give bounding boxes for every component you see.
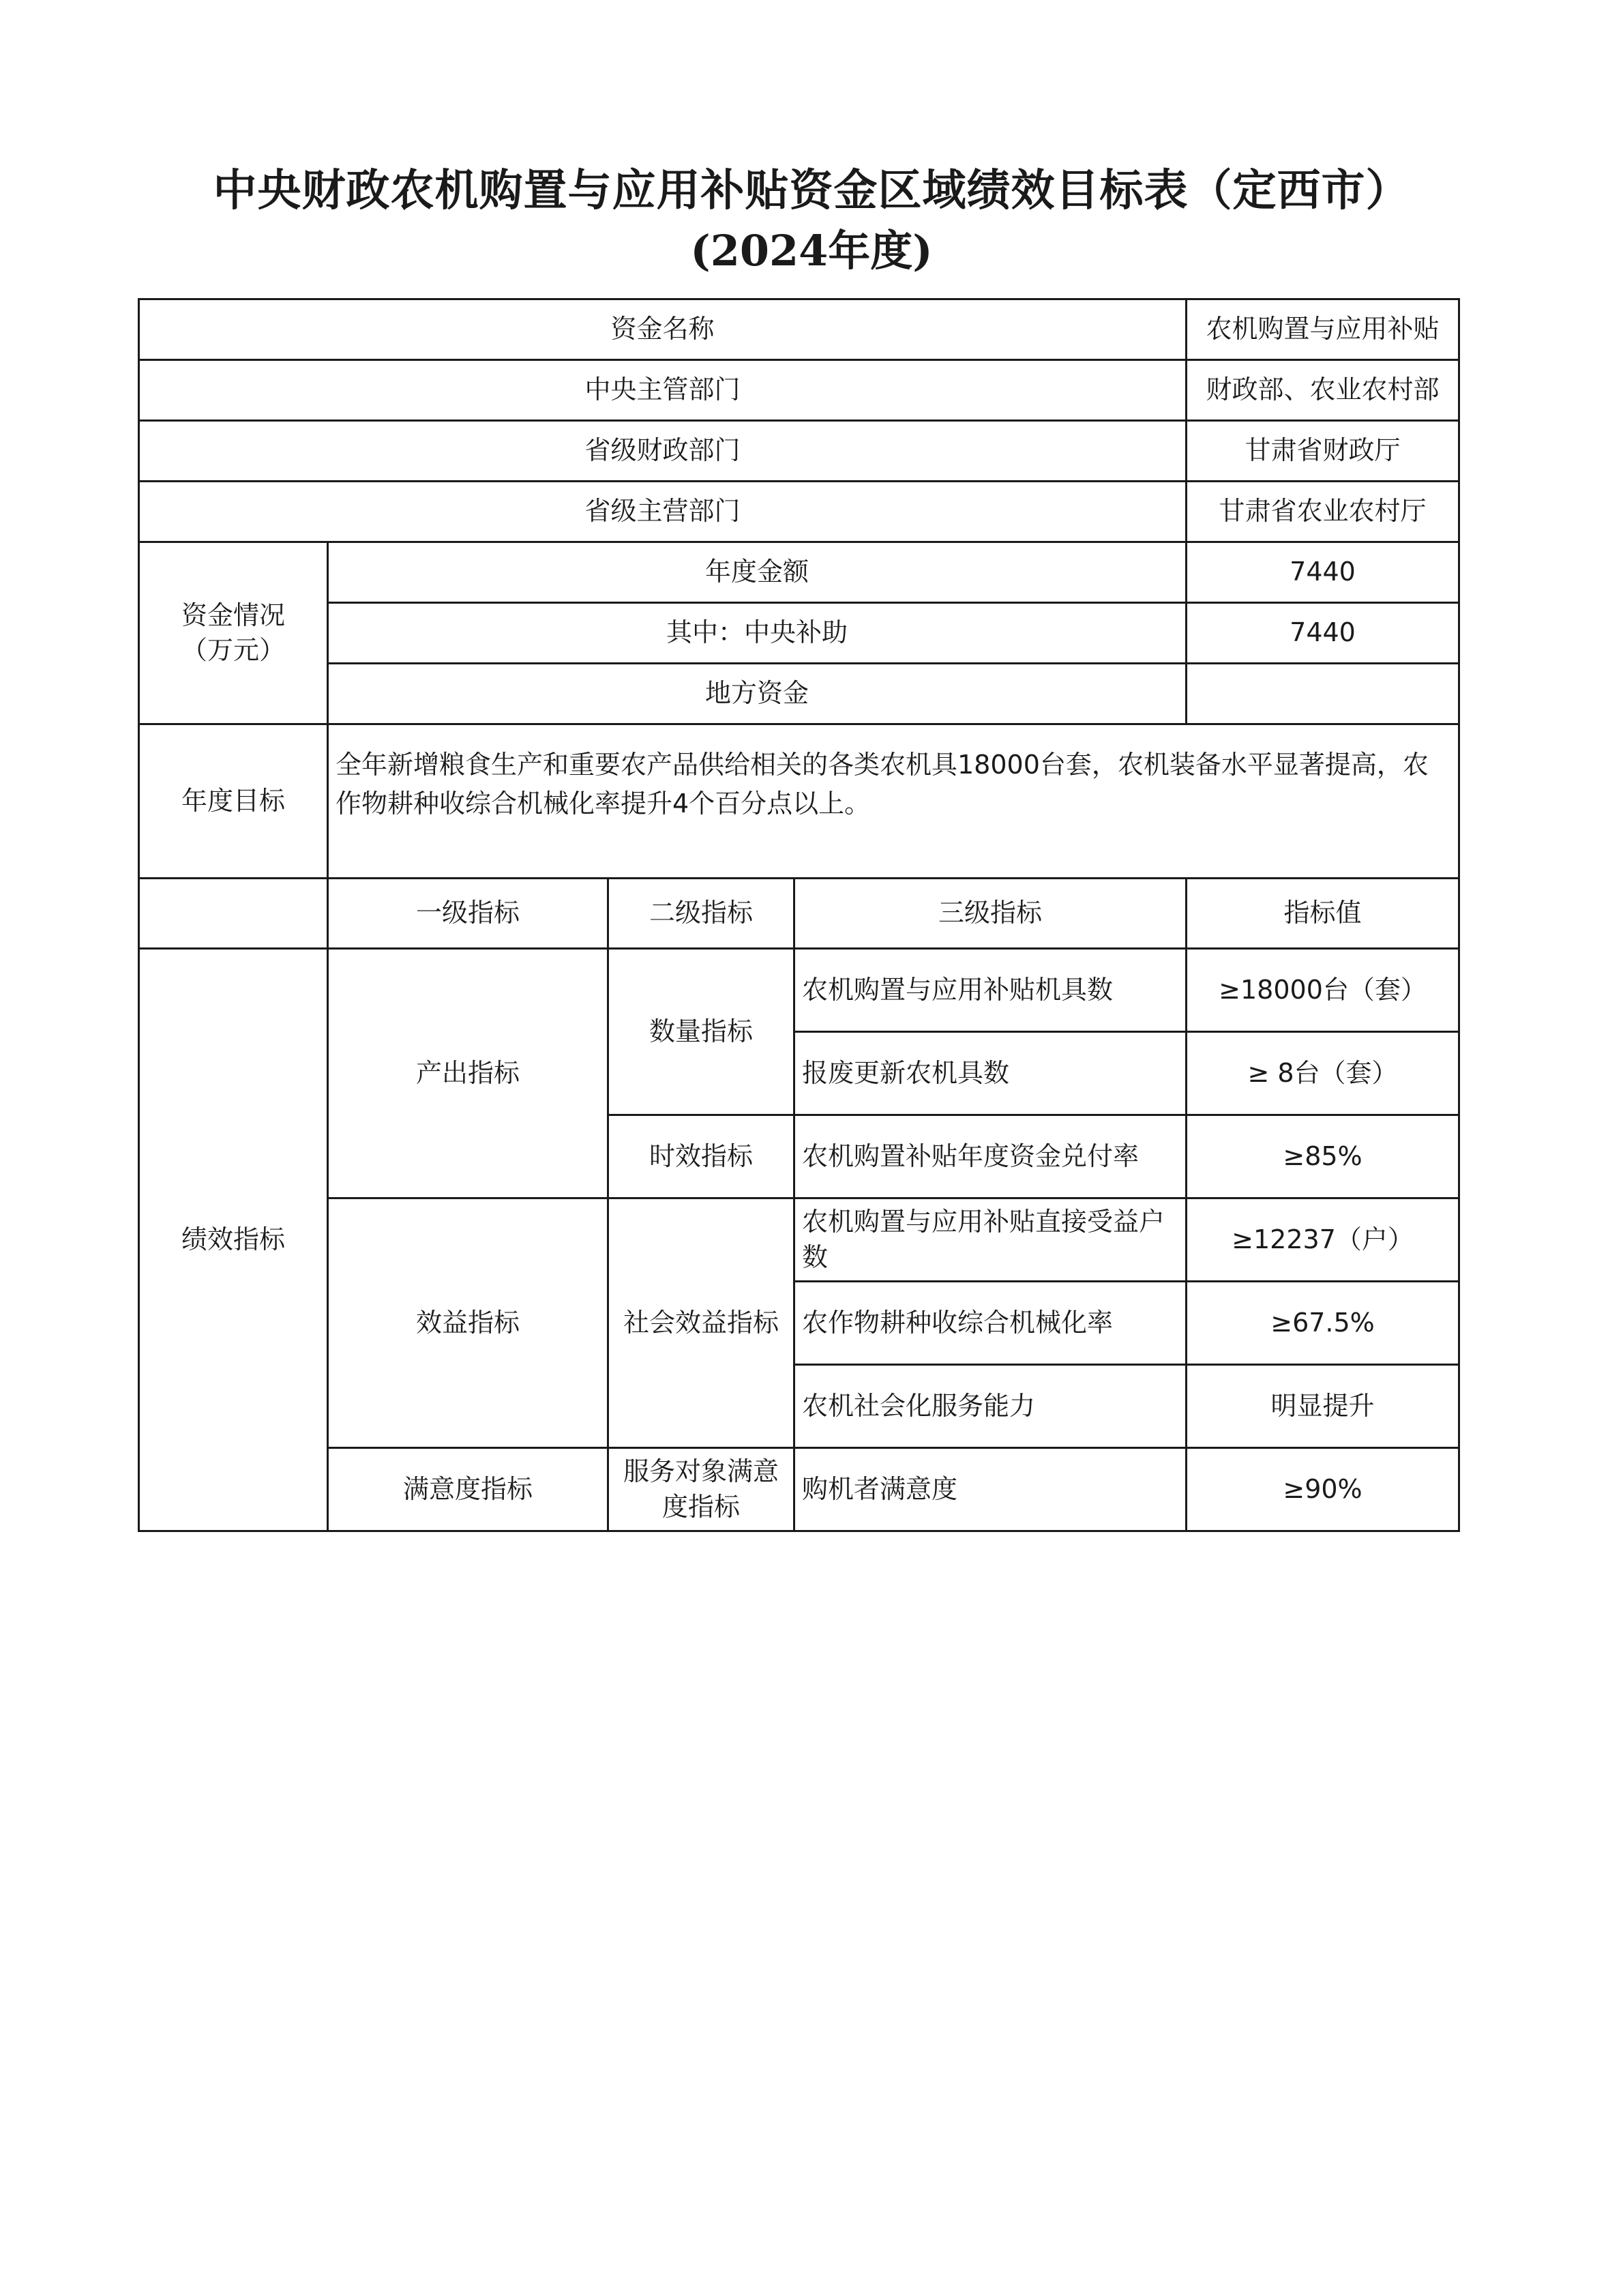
fund-name-label: 资金名称 bbox=[139, 299, 1187, 360]
header-level1: 一级指标 bbox=[328, 879, 608, 949]
indicator-value: ≥18000台（套） bbox=[1187, 949, 1459, 1032]
level3-item: 农机社会化服务能力 bbox=[794, 1365, 1187, 1448]
level3-item: 农机购置与应用补贴机具数 bbox=[794, 949, 1187, 1032]
indicator-value: ≥85% bbox=[1187, 1115, 1459, 1198]
performance-indicators-label: 绩效指标 bbox=[139, 949, 328, 1531]
indicator-value: 明显提升 bbox=[1187, 1365, 1459, 1448]
performance-target-table bbox=[138, 298, 1460, 1532]
central-dept-value: 财政部、农业农村部 bbox=[1187, 360, 1459, 421]
funding-label bbox=[139, 542, 328, 724]
header-row-fund-name bbox=[139, 299, 1459, 360]
level1-benefit: 效益指标 bbox=[328, 1198, 608, 1448]
funding-row-central bbox=[139, 603, 1459, 664]
annual-amount-value: 7440 bbox=[1187, 542, 1459, 603]
central-subsidy-label: 其中：中央补助 bbox=[328, 603, 1187, 664]
level2-timeliness: 时效指标 bbox=[608, 1115, 794, 1198]
funding-label-line2: （万元） bbox=[181, 635, 285, 665]
level3-item: 农作物耕种收综合机械化率 bbox=[794, 1282, 1187, 1365]
header-level2: 二级指标 bbox=[608, 879, 794, 949]
fund-name-value: 农机购置与应用补贴 bbox=[1187, 299, 1459, 360]
level3-item: 购机者满意度 bbox=[794, 1448, 1187, 1531]
annual-goal-label: 年度目标 bbox=[139, 724, 328, 879]
level1-satisfaction: 满意度指标 bbox=[328, 1448, 608, 1531]
page-title: 中央财政农机购置与应用补贴资金区域绩效目标表（定西市） bbox=[213, 165, 1410, 216]
funding-row-local bbox=[139, 664, 1459, 724]
page-subtitle-year: (2024年度) bbox=[690, 226, 933, 276]
provincial-finance-value: 甘肃省财政厅 bbox=[1187, 421, 1459, 482]
table-row bbox=[139, 1198, 1459, 1282]
header-value: 指标值 bbox=[1187, 879, 1459, 949]
table-row bbox=[139, 1448, 1459, 1531]
indicator-value: ≥ 8台（套） bbox=[1187, 1032, 1459, 1115]
funding-label-line1: 资金情况 bbox=[181, 600, 285, 630]
provincial-finance-label: 省级财政部门 bbox=[139, 421, 1187, 482]
level1-output: 产出指标 bbox=[328, 949, 608, 1198]
annual-goal-row bbox=[139, 724, 1459, 879]
header-level3: 三级指标 bbox=[794, 879, 1187, 949]
header-row-central-dept bbox=[139, 360, 1459, 421]
indicator-value: ≥12237（户） bbox=[1187, 1198, 1459, 1282]
indicator-header-row bbox=[139, 879, 1459, 949]
funding-row-annual bbox=[139, 542, 1459, 603]
local-funds-value bbox=[1187, 664, 1459, 724]
level3-item: 农机购置与应用补贴直接受益户数 bbox=[794, 1198, 1187, 1282]
header-row-provincial-dept bbox=[139, 482, 1459, 542]
annual-amount-label: 年度金额 bbox=[328, 542, 1187, 603]
local-funds-label: 地方资金 bbox=[328, 664, 1187, 724]
provincial-dept-value: 甘肃省农业农村厅 bbox=[1187, 482, 1459, 542]
level2-quantity: 数量指标 bbox=[608, 949, 794, 1115]
indicator-value: ≥90% bbox=[1187, 1448, 1459, 1531]
central-subsidy-value: 7440 bbox=[1187, 603, 1459, 664]
level3-item: 农机购置补贴年度资金兑付率 bbox=[794, 1115, 1187, 1198]
indicator-value: ≥67.5% bbox=[1187, 1282, 1459, 1365]
level2-service-satisfaction: 服务对象满意度指标 bbox=[608, 1448, 794, 1531]
level3-item: 报废更新农机具数 bbox=[794, 1032, 1187, 1115]
level2-social-benefit: 社会效益指标 bbox=[608, 1198, 794, 1448]
central-dept-label: 中央主管部门 bbox=[139, 360, 1187, 421]
annual-goal-text: 全年新增粮食生产和重要农产品供给相关的各类农机具18000台套，农机装备水平显著提高，农作物耕种收综合机械化率提升4个百分点以上。 bbox=[328, 724, 1459, 879]
indicator-header-blank bbox=[139, 879, 328, 949]
provincial-dept-label: 省级主营部门 bbox=[139, 482, 1187, 542]
table-row bbox=[139, 949, 1459, 1032]
header-row-provincial-finance bbox=[139, 421, 1459, 482]
